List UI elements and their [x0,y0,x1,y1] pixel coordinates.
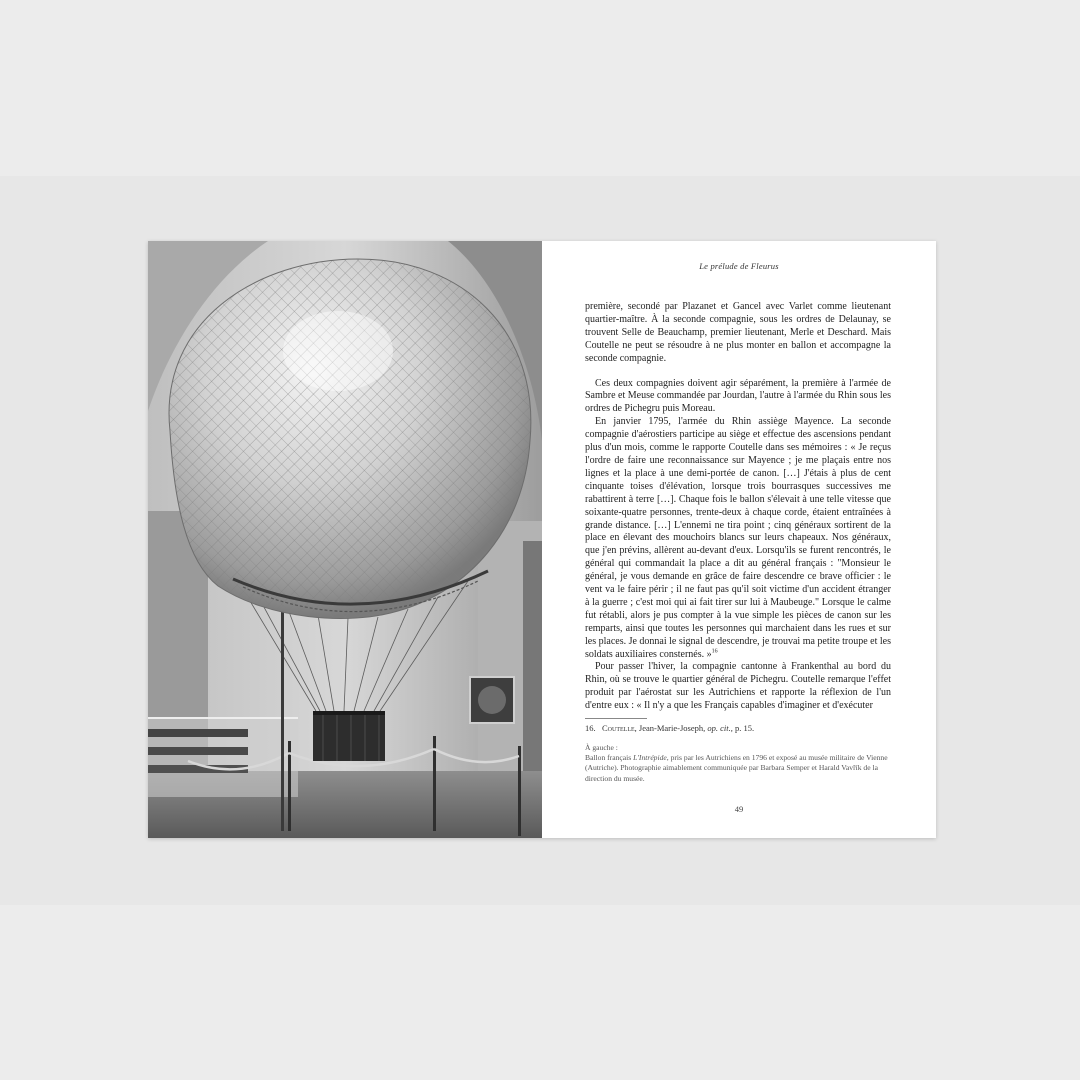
caption-balloon-name: L'Intrépide [633,753,667,763]
footnote-author: Coutelle [602,723,635,733]
balloon-photograph [148,241,542,838]
caption-label: À gauche : [585,743,618,752]
caption-text: , pris par les Autrichiens en 1796 et exposé au musée militaire de Vienne (Autriche). Photographie aimablement communiquée par Barbara Semper et Harald Vavřík de la direction du musée. [585,753,888,783]
footnote-op-cit: op. cit. [707,723,731,733]
text-page [542,241,936,838]
book-spread [148,241,936,838]
photo-caption [585,743,891,784]
paragraph-4: Pour passer l'hiver, la compagnie cantonne à Frankenthal au bord du Rhin, où se trouve le quartier général de Pichegru. Coutelle remarque l'effet produit par l'aérostat sur les Autrichiens et rapporte la réflexion de l'un d'entre eux : « Il n'y a que les Français capables d'imaginer et d'exécuter [585,661,891,712]
paragraph-2: Ces deux compagnies doivent agir séparément, la première à l'armée de Sambre et Meuse commandée par Jourdan, l'autre à l'armée du Rhin sous les ordres de Pichegru puis Moreau. [585,377,892,415]
paragraph-3 [585,416,891,661]
running-head: Le prélude de Fleurus [699,261,779,271]
paragraph-3-text: En janvier 1795, l'armée du Rhin assiège Mayence. La seconde compagnie d'aérostiers participe au siège et effectue des ascensions pendant plus d'un mois, comme le rapporte Coutelle dans ses mémoires : « Je reçus l'ordre de faire une reconnaissance sur Mayence ; je me plaçais entre nos lignes et la place à une demi-portée de canon. […] J'étais à plus de cent cinquante toises d'élévation, lorsque trois bourrasques successives me rabattirent à terre […]. Chaque fois le ballon s'élevait à une telle vitesse que soixante-quatre personnes, trente-deux à chaque corde, étaient entraînées à grande distance. […] L'ennemi ne tira point ; cinq généraux sortirent de la place en élevant des mouchoirs blancs sur leurs chapeaux. Nos généraux, que j'en prévins, allèrent au-devant d'eux. Lorsqu'ils se furent rencontrés, le général qui commandait la place a dit au général français : "Monsieur le général, je vous demande en grâce de faire descendre ce brave officier : le vent va le faire périr ; il ne faut pas qu'il soit victime d'un accident étranger à la guerre ; c'est moi qui ai fait tirer sur lui à Maubeuge." Lorsque le calme fut rétabli, alors je pus compter à la vue simple les pièces de canon sur les remparts, ainsi que toutes les personnes qui marchaient dans les rues et sur les places. Je donnai le signal de descendre, je trouvai ma petite troupe et les soldats auxiliaires consternés. » [585,416,892,660]
page-number: 49 [734,804,744,814]
footnote-rule [585,718,647,719]
footnote [585,723,891,734]
background-band-top [0,0,1080,176]
body-text [585,301,891,713]
footnote-page: , p. 15. [730,723,755,733]
footnote-author-rest: , Jean-Marie-Joseph, [634,723,708,733]
caption-lead: Ballon français [585,753,634,763]
paragraph-1: première, secondé par Plazanet et Gancel avec Varlet comme lieutenant quartier-maître. À la seconde compagnie, sous les ordres de Delaunay, se trouvent Selle de Beauchamp, premier lieutenant, Merle et Deschard. Mais Coutelle ne peut se résoudre à ne plus monter en ballon et accompagne la seconde compagnie. [585,301,891,364]
note-reference: 16 [711,648,718,655]
footnote-number: 16. [585,723,596,733]
background-band-bottom [0,905,1080,1080]
